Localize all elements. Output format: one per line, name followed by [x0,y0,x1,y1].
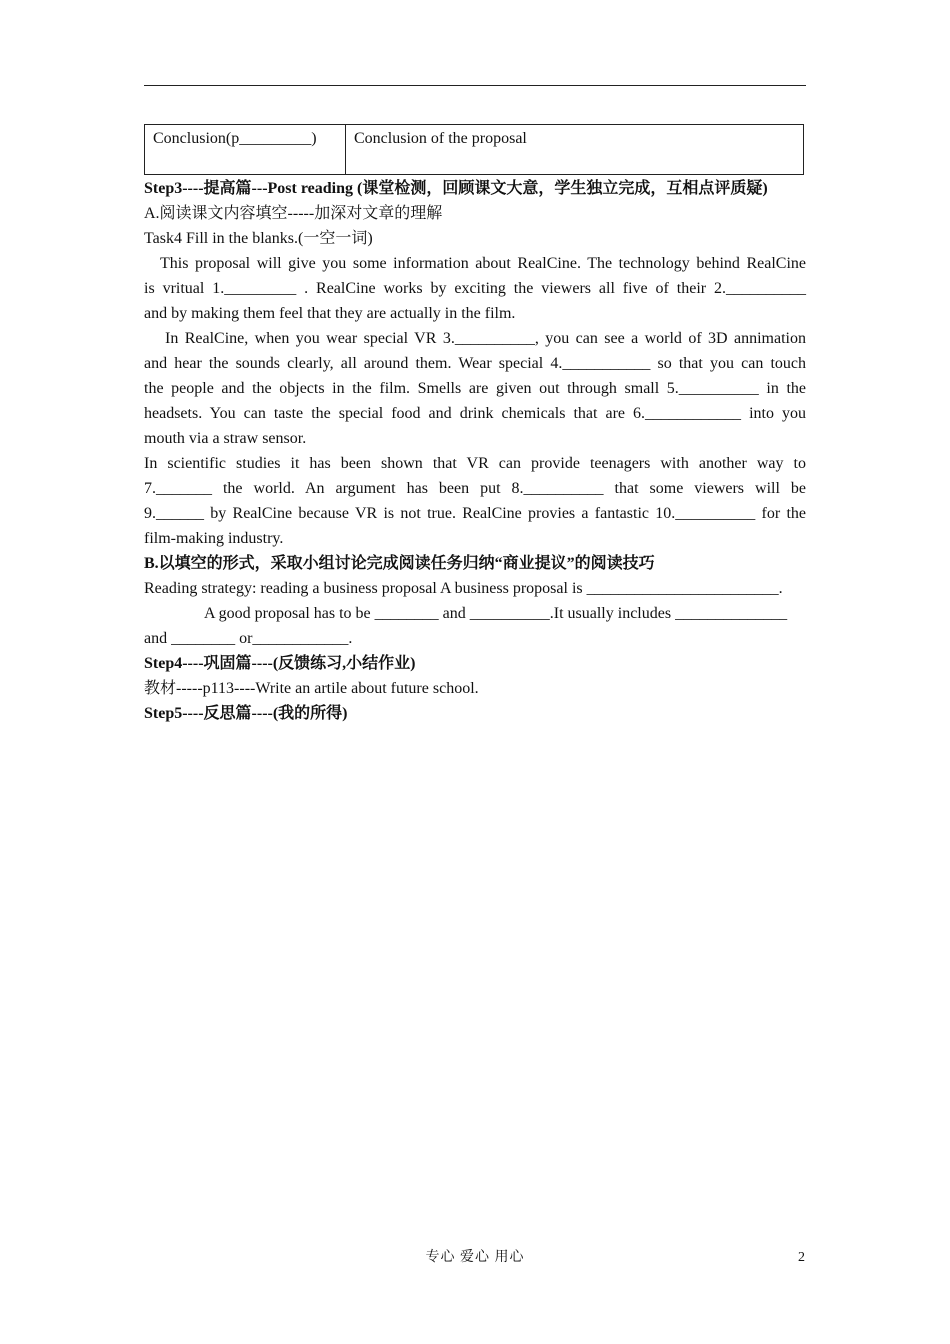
passage-line: In RealCine, when you wear special VR 3.__________, you can see a world of 3D annimation [165,330,806,347]
section-b-heading: B.以填空的形式，采取小组讨论完成阅读任务归纳“商业提议”的阅读技巧 [144,555,655,572]
passage-line: 9.______ by RealCine because VR is not true. RealCine provies a fantastic 10.__________ for the [144,505,806,522]
strategy-line: and ________ or____________. [144,630,353,647]
homework-line: 教材-----p113----Write an artile about future school. [144,680,479,697]
passage-line: and by making them feel that they are actually in the film. [144,305,516,322]
strategy-line: Reading strategy: reading a business proposal A business proposal is ________________________. [144,580,783,597]
passage-line: In scientific studies it has been shown that VR can provide teenagers with another way to [144,455,806,472]
passage-line: 7._______ the world. An argument has been put 8.__________ that some viewers will be [144,480,806,497]
table-cell-conclusion-desc: Conclusion of the proposal [354,130,527,147]
strategy-line: A good proposal has to be ________ and __________.It usually includes ______________ [204,605,788,622]
task4-heading: Task4 Fill in the blanks.(一空一词) [144,230,373,247]
outline-table [144,124,804,175]
passage-line: is vritual 1._________ . RealCine works by exciting the viewers all five of their 2.__________ [144,280,806,297]
passage-line: headsets. You can taste the special food and drink chemicals that are 6.____________ into you [144,405,806,422]
section-a-heading: A.阅读课文内容填空-----加深对文章的理解 [144,205,443,222]
step5-heading: Step5----反思篇----(我的所得) [144,705,348,722]
step4-heading: Step4----巩固篇----(反馈练习,小结作业) [144,655,416,672]
header-rule [144,85,806,86]
document-body [144,176,806,726]
passage-line: mouth via a straw sensor. [144,430,307,447]
page-number: 2 [798,1250,805,1265]
passage-line: This proposal will give you some information about RealCine. The technology behind RealCine [160,255,806,272]
footer-motto: 专心 爱心 用心 [425,1250,525,1265]
passage-line: the people and the objects in the film. Smells are given out through small 5.__________ in the [144,380,806,397]
passage-line: and hear the sounds clearly, all around them. Wear special 4.___________ so that you can touch [144,355,806,372]
passage-line: film-making industry. [144,530,284,547]
step3-heading: Step3----提高篇---Post reading (课堂检测，回顾课文大意，学生独立完成，互相点评质疑) [144,180,768,197]
table-cell-conclusion-label: Conclusion(p_________) [145,125,346,174]
